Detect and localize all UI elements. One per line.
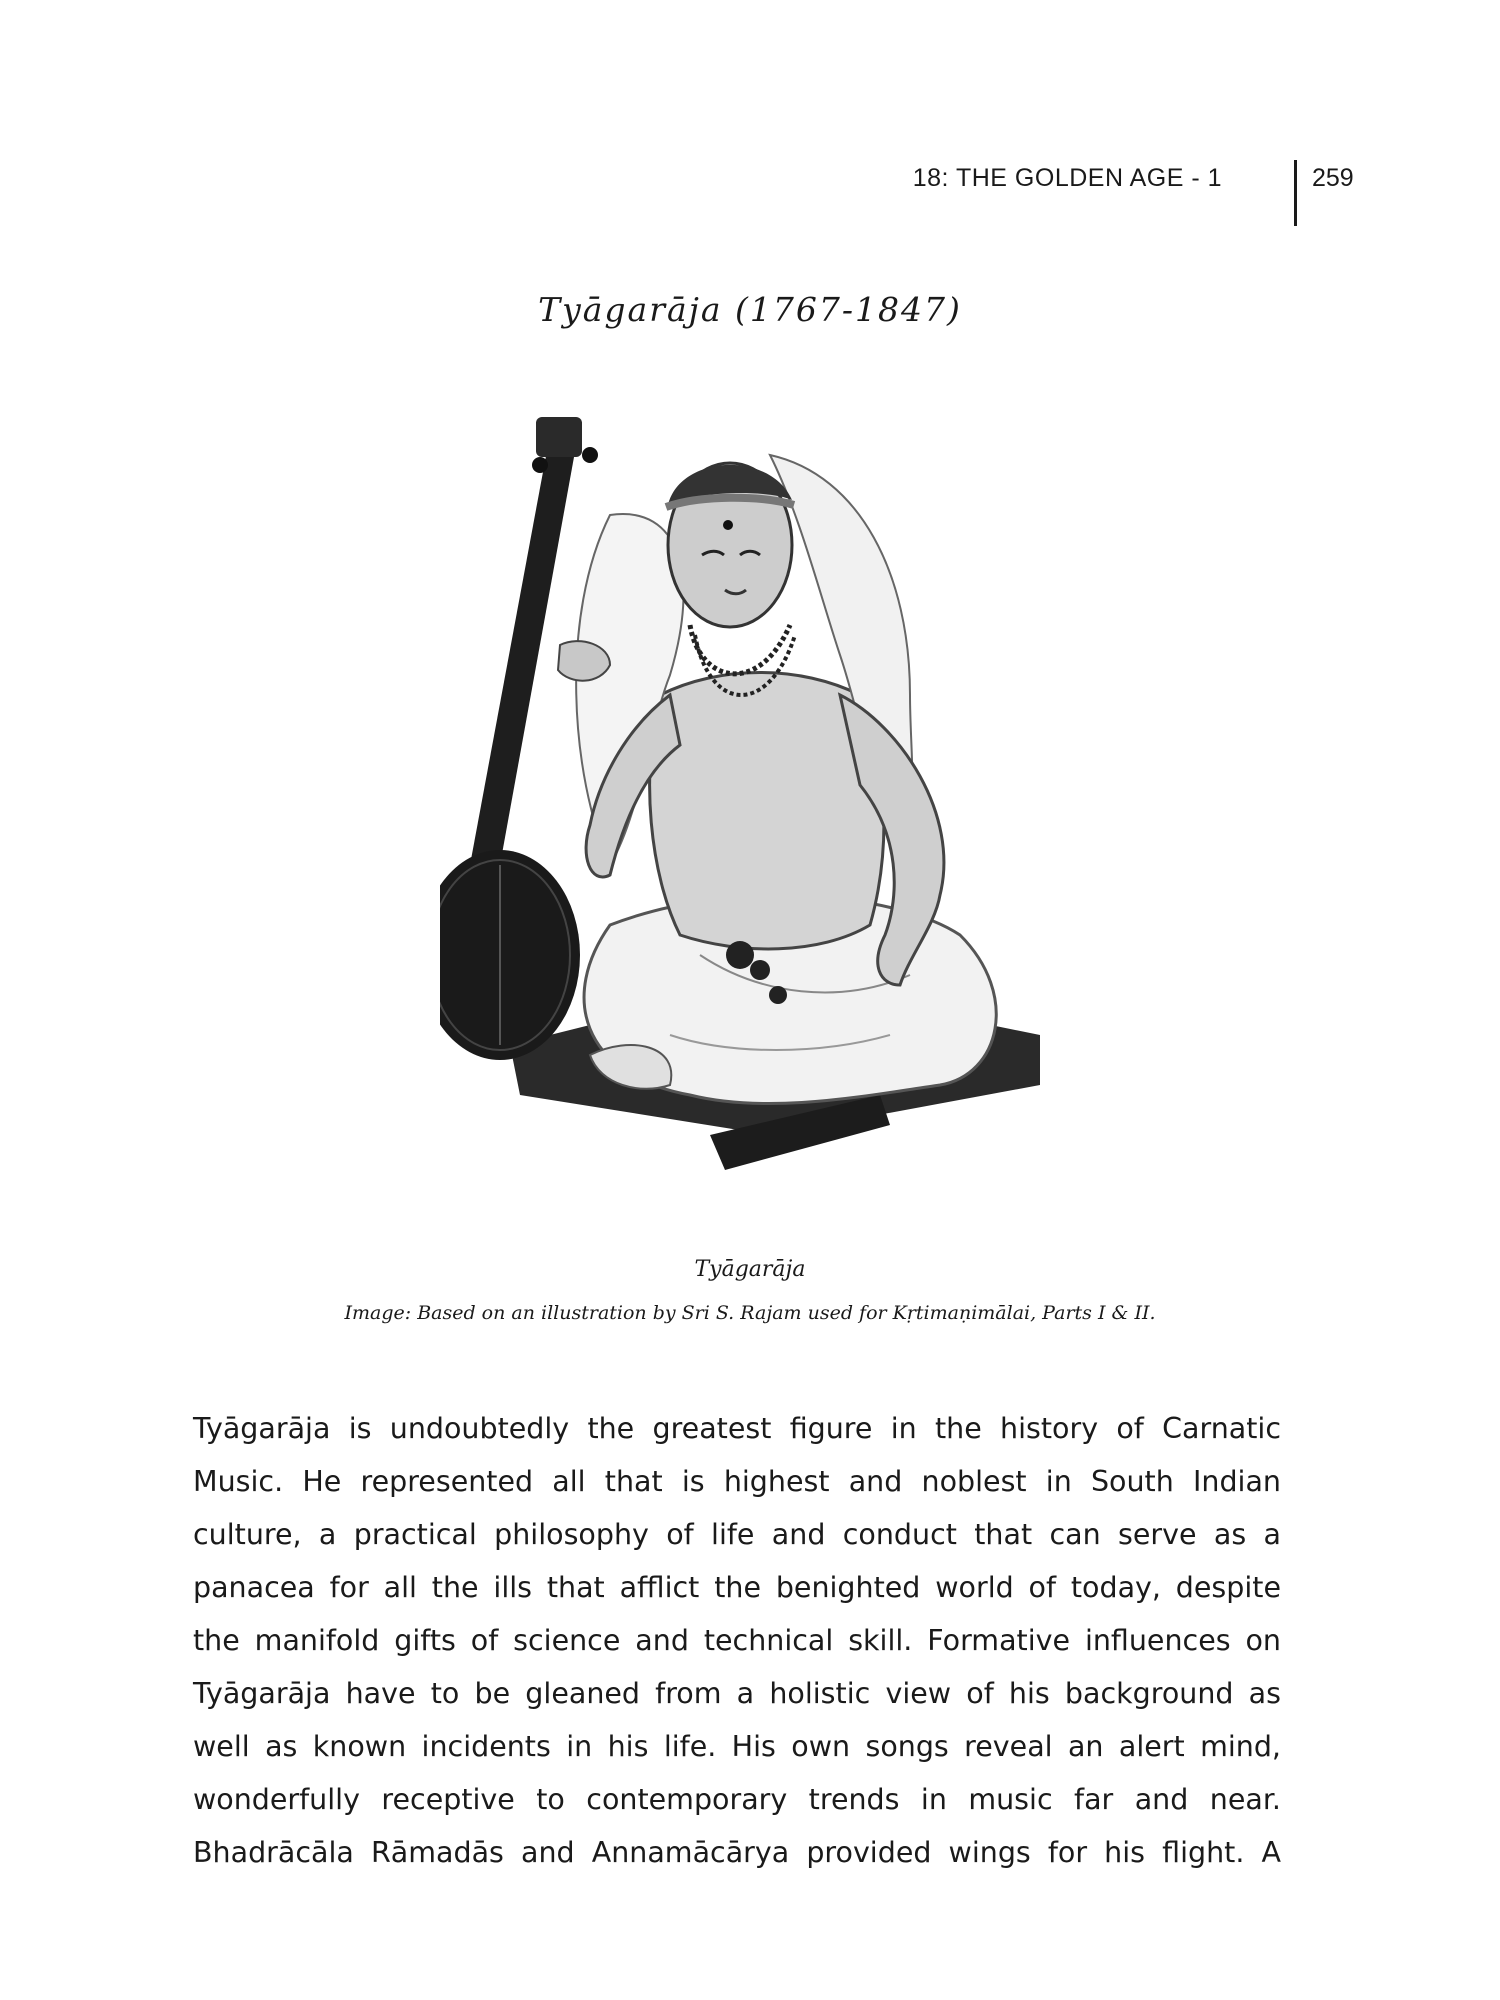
body-paragraph xyxy=(193,1402,1281,1879)
paragraph-line: the manifold gifts of science and technical skill. Formative influences on xyxy=(193,1624,1281,1657)
paragraph-line: Bhadrācāla Rāmadās and Annamācārya provided wings for his flight. A xyxy=(193,1836,1281,1869)
paragraph-line: Tyāgarāja have to be gleaned from a holistic view of his background as xyxy=(193,1677,1281,1710)
figure-credit: Image: Based on an illustration by Sri S. Rajam used for Kṛtimaṇimālai, Parts I & II. xyxy=(344,1302,1156,1324)
portrait-illustration xyxy=(440,395,1080,1215)
page-number: 259 xyxy=(1312,164,1354,192)
running-header xyxy=(912,160,1370,226)
chapter-title: 18: THE GOLDEN AGE - 1 xyxy=(912,164,1222,192)
paragraph-line: Tyāgarāja is undoubtedly the greatest figure in the history of Carnatic xyxy=(193,1412,1281,1445)
paragraph-line: well as known incidents in his life. His own songs reveal an alert mind, xyxy=(193,1730,1281,1763)
musician-with-tambura-illustration xyxy=(440,395,1080,1215)
paragraph-line: wonderfully receptive to contemporary trends in music far and near. xyxy=(193,1783,1281,1816)
paragraph-line: Music. He represented all that is highest and noblest in South Indian xyxy=(193,1465,1281,1498)
header-divider xyxy=(1294,160,1297,226)
paragraph-line: culture, a practical philosophy of life and conduct that can serve as a xyxy=(193,1518,1281,1551)
figure-caption: Tyāgarāja xyxy=(694,1257,806,1282)
paragraph-line: panacea for all the ills that afflict the benighted world of today, despite xyxy=(193,1571,1281,1604)
section-title: Tyāgarāja (1767-1847) xyxy=(538,290,962,329)
